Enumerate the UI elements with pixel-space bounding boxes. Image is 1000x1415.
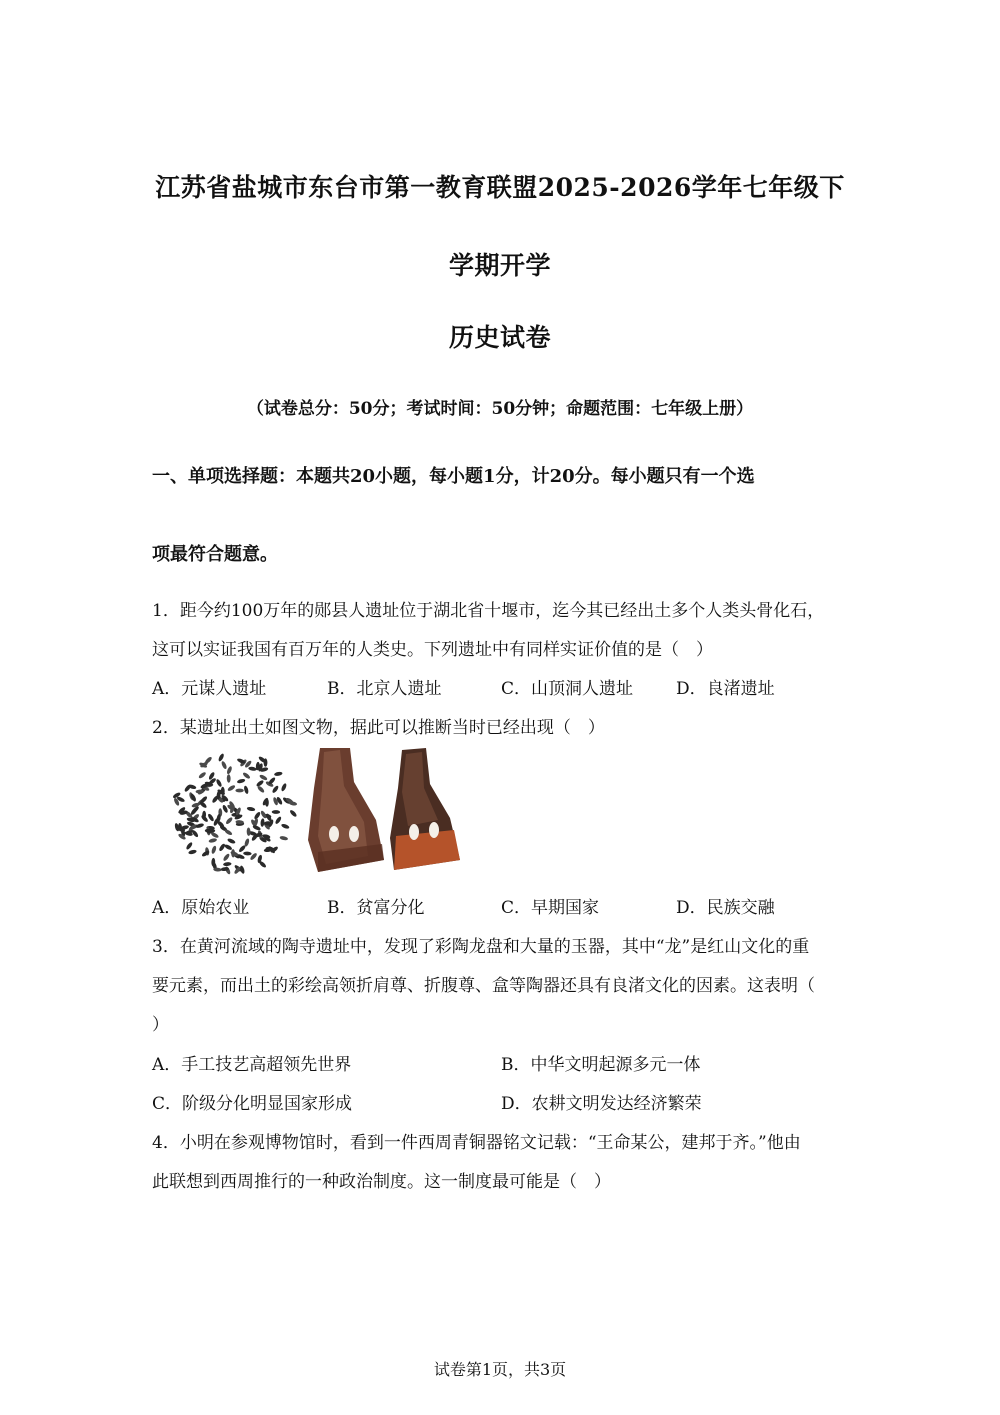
rice-grain xyxy=(208,838,217,844)
question-2-figure xyxy=(168,748,468,876)
question-1-option-a: A．元谋人遗址 xyxy=(152,679,267,699)
rice-grain xyxy=(222,853,230,862)
question-1-option-d: D．良渚遗址 xyxy=(676,679,775,699)
rice-grain xyxy=(227,774,231,782)
rice-grain xyxy=(243,851,252,855)
rice-grain xyxy=(207,813,215,822)
rice-grain xyxy=(246,806,255,811)
rice-grain xyxy=(235,789,243,793)
bone-spade-image-1 xyxy=(308,748,384,872)
rice-grain xyxy=(281,823,290,830)
rice-grain xyxy=(223,862,232,867)
rice-grain xyxy=(226,766,233,775)
rice-grain xyxy=(237,778,246,784)
question-1-option-c: C．山顶洞人遗址 xyxy=(501,679,634,699)
exam-subject-title: 历史试卷 xyxy=(448,323,551,352)
question-1-option-b: B．北京人遗址 xyxy=(327,679,442,699)
question-3-stem-line-2: 要元素，而出土的彩绘高领折肩尊、折腹尊、盒等陶器还具有良渚文化的因素。这表明（ xyxy=(152,976,815,996)
rice-grain xyxy=(218,843,226,852)
rice-grain xyxy=(272,810,280,814)
question-2-stem: 2．某遗址出土如图文物，据此可以推断当时已经出现（ ） xyxy=(152,718,605,738)
rice-grain xyxy=(198,771,207,779)
question-4-stem-line-2: 此联想到西周推行的一种政治制度。这一制度最可能是（ ） xyxy=(152,1172,611,1192)
rice-grain xyxy=(215,778,222,787)
question-1-stem-line-2: 这可以实证我国有百万年的人类史。下列遗址中有同样实证价值的是（ ） xyxy=(152,640,713,660)
rice-grains-image xyxy=(172,753,297,875)
rice-grain xyxy=(221,760,228,769)
bone-spade-image-2 xyxy=(390,748,460,870)
artifact-images xyxy=(168,748,468,876)
rice-grain xyxy=(211,845,217,854)
question-4-stem-line-1: 4．小明在参观博物馆时，看到一件西周青铜器铭文记载：“王命某公，建邦于齐。”他由 xyxy=(152,1133,801,1153)
question-2-option-c: C．早期国家 xyxy=(501,898,600,918)
question-2-option-a: A．原始农业 xyxy=(152,898,250,918)
rice-grain xyxy=(274,771,283,776)
rice-grain xyxy=(224,844,233,851)
question-3-option-d: D．农耕文明发达经济繁荣 xyxy=(501,1094,702,1114)
exam-title-line-2: 学期开学 xyxy=(448,251,551,280)
rice-grain xyxy=(227,838,236,845)
rice-grain xyxy=(195,823,204,829)
section-heading-line-1: 一、单项选择题：本题共20小题，每小题1分，计20分。每小题只有一个选 xyxy=(152,466,755,487)
rice-grain xyxy=(243,785,249,794)
section-heading-line-2: 项最符合题意。 xyxy=(152,544,278,565)
rice-grain xyxy=(227,784,236,792)
rice-grain xyxy=(247,827,251,836)
question-3-option-b: B．中华文明起源多元一体 xyxy=(501,1055,701,1075)
rice-grain xyxy=(260,818,265,827)
rice-grain xyxy=(185,841,193,850)
rice-grain xyxy=(279,835,288,840)
rice-grain xyxy=(280,783,287,792)
page-footer: 试卷第1页，共3页 xyxy=(433,1360,567,1379)
rice-grain xyxy=(264,758,268,766)
rice-grain xyxy=(259,774,268,781)
question-2-option-d: D．民族交融 xyxy=(676,898,775,918)
exam-meta-info: （试卷总分：50分；考试时间：50分钟；命题范围：七年级上册） xyxy=(246,399,754,419)
question-3-stem-line-1: 3．在黄河流域的陶寺遗址中，发现了彩陶龙盘和大量的玉器，其中“龙”是红山文化的重 xyxy=(152,937,810,957)
question-3-option-a: A．手工技艺高超领先世界 xyxy=(152,1055,352,1075)
rice-grain xyxy=(188,849,197,855)
question-2-option-b: B．贫富分化 xyxy=(327,898,425,918)
rice-grain xyxy=(256,779,265,787)
rice-grain xyxy=(225,816,234,825)
question-3-option-c: C．阶级分化明显国家形成 xyxy=(152,1094,353,1114)
exam-title-line-1: 江苏省盐城市东台市第一教育联盟2025-2026学年七年级下 xyxy=(155,173,845,202)
question-3-stem-line-3: ） xyxy=(152,1015,169,1035)
rice-grain xyxy=(242,772,251,780)
rice-grain xyxy=(218,753,225,762)
question-1-stem-line-1: 1．距今约100万年的郧县人遗址位于湖北省十堰市，迄今其已经出土多个人类头骨化石， xyxy=(152,601,825,621)
rice-grain xyxy=(248,766,257,771)
rice-grain xyxy=(289,809,298,818)
rice-grain xyxy=(274,816,282,825)
